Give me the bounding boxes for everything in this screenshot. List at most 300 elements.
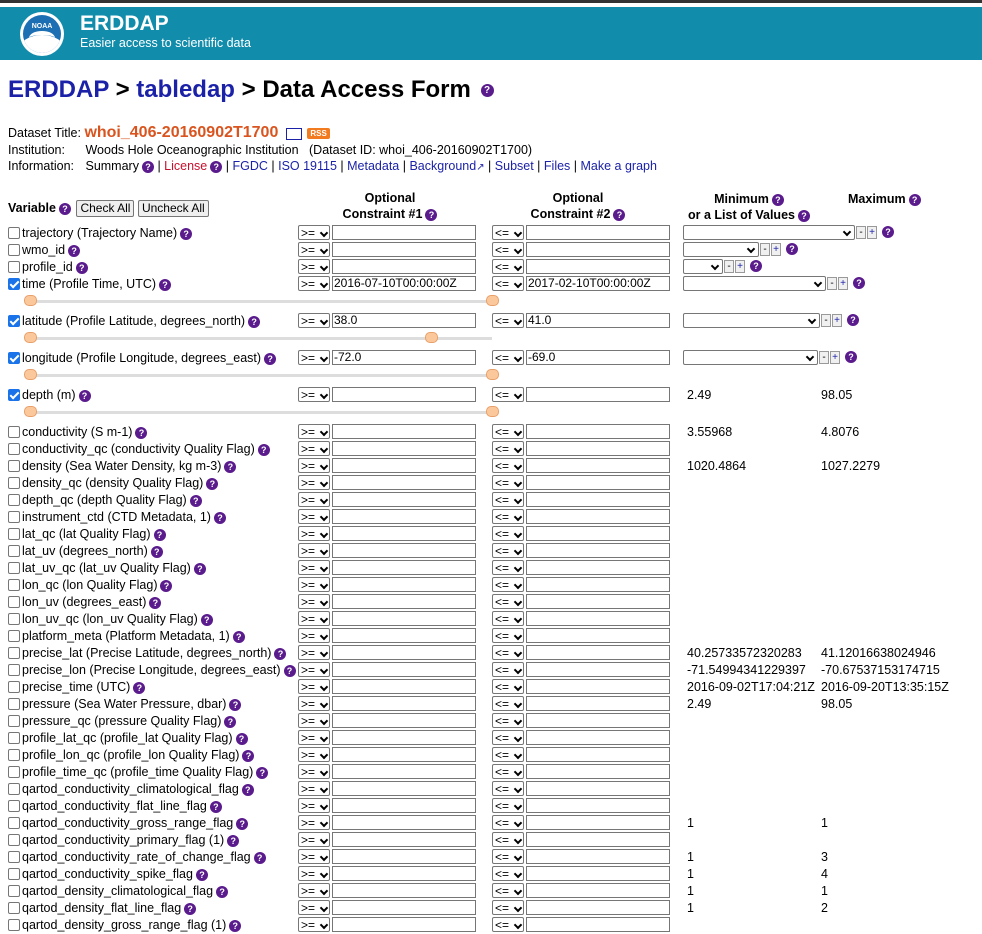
variable-row bbox=[0, 628, 982, 645]
constraint2-input[interactable] bbox=[526, 900, 670, 915]
variable-checkbox[interactable] bbox=[8, 460, 20, 472]
variable-checkbox[interactable] bbox=[8, 244, 20, 256]
iso-19115-link[interactable]: ISO 19115 bbox=[278, 159, 337, 173]
help-icon[interactable]: ? bbox=[59, 203, 71, 215]
constraint2-input[interactable] bbox=[526, 866, 670, 881]
variable-checkbox[interactable] bbox=[8, 630, 20, 642]
help-icon[interactable]: ? bbox=[248, 316, 260, 328]
slider-handle-left[interactable] bbox=[24, 369, 37, 380]
constraint1-input[interactable] bbox=[332, 747, 476, 762]
constraint2-operator-select[interactable] bbox=[492, 225, 524, 240]
help-icon[interactable]: ? bbox=[242, 784, 254, 796]
constraint1-operator-select[interactable] bbox=[298, 917, 330, 932]
constraint2-input[interactable] bbox=[526, 764, 670, 779]
constraint1-input[interactable] bbox=[332, 259, 476, 274]
variable-checkbox[interactable] bbox=[8, 851, 20, 863]
help-icon[interactable]: ? bbox=[160, 580, 172, 592]
constraint2-operator-select[interactable] bbox=[492, 492, 524, 507]
breadcrumb-erddap[interactable]: ERDDAP bbox=[8, 76, 109, 103]
help-icon[interactable]: ? bbox=[750, 260, 762, 272]
help-icon[interactable]: ? bbox=[786, 243, 798, 255]
values-list-select[interactable] bbox=[683, 313, 820, 328]
constraint2-header bbox=[518, 191, 638, 221]
constraint1-input[interactable] bbox=[332, 492, 476, 507]
constraint1-input[interactable] bbox=[332, 611, 476, 626]
variable-row bbox=[0, 441, 982, 458]
constraint1-operator-select[interactable] bbox=[298, 475, 330, 490]
variable-checkbox[interactable] bbox=[8, 732, 20, 744]
chevron-down-icon bbox=[320, 853, 328, 861]
constraint1-operator-select[interactable] bbox=[298, 679, 330, 694]
background-link[interactable]: Background bbox=[409, 159, 477, 173]
variable-name bbox=[22, 578, 172, 592]
variable-name bbox=[22, 816, 248, 830]
help-icon[interactable]: ? bbox=[772, 194, 784, 206]
plus-button[interactable]: + bbox=[830, 351, 840, 364]
variable-checkbox[interactable] bbox=[8, 749, 20, 761]
constraint2-input[interactable] bbox=[526, 679, 670, 694]
constraint2-input[interactable]: 2017-02-10T00:00:00Z bbox=[526, 276, 670, 291]
minus-button[interactable]: - bbox=[760, 243, 770, 256]
constraint1-operator-select[interactable] bbox=[298, 645, 330, 660]
help-icon[interactable]: ? bbox=[233, 631, 245, 643]
constraint2-input[interactable] bbox=[526, 492, 670, 507]
constraint2-input[interactable] bbox=[526, 424, 670, 439]
minus-button[interactable]: - bbox=[724, 260, 734, 273]
values-list-select[interactable] bbox=[683, 276, 826, 291]
constraint2-operator-select[interactable] bbox=[492, 781, 524, 796]
constraint1-input[interactable] bbox=[332, 424, 476, 439]
constraint2-input[interactable]: 41.0 bbox=[526, 313, 670, 328]
help-icon[interactable]: ? bbox=[154, 529, 166, 541]
constraint2-operator-select[interactable] bbox=[492, 832, 524, 847]
operator-value: >= bbox=[301, 544, 316, 558]
constraint1-input[interactable] bbox=[332, 387, 476, 402]
minus-button[interactable]: - bbox=[821, 314, 831, 327]
plus-button[interactable]: + bbox=[838, 277, 848, 290]
help-icon[interactable]: ? bbox=[201, 614, 213, 626]
constraint1-input[interactable] bbox=[332, 594, 476, 609]
chevron-down-icon bbox=[806, 353, 814, 361]
variable-checkbox[interactable] bbox=[8, 511, 20, 523]
help-icon[interactable]: ? bbox=[613, 209, 625, 221]
help-icon[interactable]: ? bbox=[909, 194, 921, 206]
values-list-select[interactable] bbox=[683, 225, 855, 240]
uncheck-all-button[interactable]: Uncheck All bbox=[138, 200, 209, 217]
values-list-select[interactable] bbox=[683, 259, 723, 274]
chevron-down-icon bbox=[320, 530, 328, 538]
constraint2-input[interactable] bbox=[526, 917, 670, 932]
subset-link[interactable]: Subset bbox=[494, 159, 534, 173]
help-icon[interactable]: ? bbox=[274, 648, 286, 660]
constraint1-operator-select[interactable] bbox=[298, 276, 330, 291]
constraint1-input[interactable] bbox=[332, 730, 476, 745]
constraint1-operator-select[interactable] bbox=[298, 747, 330, 762]
variable-checkbox[interactable] bbox=[8, 698, 20, 710]
constraint2-operator-select[interactable] bbox=[492, 594, 524, 609]
constraint1-input[interactable] bbox=[332, 866, 476, 881]
constraint2-input[interactable] bbox=[526, 526, 670, 541]
constraint2-operator-select[interactable] bbox=[492, 387, 524, 402]
variable-checkbox[interactable] bbox=[8, 681, 20, 693]
variable-checkbox[interactable] bbox=[8, 315, 20, 327]
constraint1-input[interactable] bbox=[332, 917, 476, 932]
constraint2-operator-select[interactable] bbox=[492, 441, 524, 456]
variable-checkbox[interactable] bbox=[8, 919, 20, 931]
help-icon[interactable]: ? bbox=[133, 682, 145, 694]
constraint2-input[interactable] bbox=[526, 441, 670, 456]
constraint1-input[interactable] bbox=[332, 832, 476, 847]
constraint2-input[interactable] bbox=[526, 662, 670, 677]
constraint2-input[interactable] bbox=[526, 577, 670, 592]
constraint1-operator-select[interactable] bbox=[298, 242, 330, 257]
constraint1-input[interactable] bbox=[332, 526, 476, 541]
help-icon[interactable]: ? bbox=[79, 390, 91, 402]
constraint2-operator-select[interactable] bbox=[492, 883, 524, 898]
minus-button[interactable]: - bbox=[819, 351, 829, 364]
constraint2-operator-select[interactable] bbox=[492, 259, 524, 274]
help-icon[interactable]: ? bbox=[68, 245, 80, 257]
help-icon[interactable]: ? bbox=[224, 461, 236, 473]
constraint1-input[interactable]: 38.0 bbox=[332, 313, 476, 328]
constraint1-input[interactable] bbox=[332, 577, 476, 592]
variable-checkbox[interactable] bbox=[8, 545, 20, 557]
constraint1-operator-select[interactable] bbox=[298, 225, 330, 240]
constraint2-operator-select[interactable] bbox=[492, 900, 524, 915]
constraint2-operator-select[interactable] bbox=[492, 628, 524, 643]
constraint2-input[interactable] bbox=[526, 781, 670, 796]
constraint2-operator-select[interactable] bbox=[492, 242, 524, 257]
constraint1-input[interactable] bbox=[332, 242, 476, 257]
constraint2-input[interactable] bbox=[526, 798, 670, 813]
range-slider[interactable] bbox=[26, 337, 492, 340]
constraint1-input[interactable] bbox=[332, 781, 476, 796]
constraint1-operator-select[interactable] bbox=[298, 730, 330, 745]
constraint1-operator-select[interactable] bbox=[298, 628, 330, 643]
constraint1-input[interactable]: 2016-07-10T00:00:00Z bbox=[332, 276, 476, 291]
make-a-graph-link[interactable]: Make a graph bbox=[580, 159, 657, 173]
variable-checkbox[interactable] bbox=[8, 834, 20, 846]
variable-checkbox[interactable] bbox=[8, 528, 20, 540]
constraint1-input[interactable] bbox=[332, 645, 476, 660]
constraint1-operator-select[interactable] bbox=[298, 662, 330, 677]
constraint2-operator-select[interactable] bbox=[492, 475, 524, 490]
slider-handle-right[interactable] bbox=[425, 332, 438, 343]
values-list-select[interactable] bbox=[683, 242, 759, 257]
constraint1-operator-select[interactable] bbox=[298, 424, 330, 439]
variable-checkbox[interactable] bbox=[8, 885, 20, 897]
help-icon[interactable]: ? bbox=[216, 886, 228, 898]
plus-button[interactable]: + bbox=[867, 226, 877, 239]
help-icon[interactable]: ? bbox=[227, 835, 239, 847]
help-icon[interactable]: ? bbox=[425, 209, 437, 221]
constraint2-input[interactable] bbox=[526, 832, 670, 847]
help-icon[interactable]: ? bbox=[845, 351, 857, 363]
chevron-down-icon bbox=[514, 229, 522, 237]
constraint1-input[interactable] bbox=[332, 628, 476, 643]
help-icon[interactable]: ? bbox=[254, 852, 266, 864]
constraint2-operator-select[interactable] bbox=[492, 424, 524, 439]
help-icon[interactable]: ? bbox=[194, 563, 206, 575]
constraint2-operator-select[interactable] bbox=[492, 313, 524, 328]
constraint2-operator-select[interactable] bbox=[492, 611, 524, 626]
constraint1-input[interactable] bbox=[332, 815, 476, 830]
constraint1-operator-select[interactable] bbox=[298, 509, 330, 524]
constraint2-operator-select[interactable] bbox=[492, 276, 524, 291]
slider-handle-left[interactable] bbox=[24, 332, 37, 343]
slider-handle-left[interactable] bbox=[24, 295, 37, 306]
constraint1-operator-select[interactable] bbox=[298, 611, 330, 626]
constraint2-input[interactable] bbox=[526, 560, 670, 575]
noaa-logo-icon[interactable] bbox=[20, 12, 64, 56]
check-all-button[interactable]: Check All bbox=[76, 200, 134, 217]
constraint2-operator-select[interactable] bbox=[492, 866, 524, 881]
constraint1-operator-select[interactable] bbox=[298, 713, 330, 728]
constraint1-input[interactable] bbox=[332, 849, 476, 864]
constraint2-input[interactable] bbox=[526, 225, 670, 240]
plus-button[interactable]: + bbox=[735, 260, 745, 273]
variable-checkbox[interactable] bbox=[8, 868, 20, 880]
chevron-down-icon bbox=[320, 246, 328, 254]
constraint1-input[interactable] bbox=[332, 441, 476, 456]
constraint1-operator-select[interactable] bbox=[298, 764, 330, 779]
variable-checkbox[interactable] bbox=[8, 800, 20, 812]
variable-checkbox[interactable] bbox=[8, 494, 20, 506]
constraint2-operator-select[interactable] bbox=[492, 350, 524, 365]
variable-checkbox[interactable] bbox=[8, 443, 20, 455]
constraint1-input[interactable] bbox=[332, 509, 476, 524]
help-icon[interactable]: ? bbox=[149, 597, 161, 609]
help-icon[interactable]: ? bbox=[142, 161, 154, 173]
constraint1-input[interactable] bbox=[332, 679, 476, 694]
operator-value: <= bbox=[495, 260, 510, 274]
help-icon[interactable]: ? bbox=[206, 478, 218, 490]
help-icon[interactable]: ? bbox=[236, 733, 248, 745]
constraint2-operator-select[interactable] bbox=[492, 849, 524, 864]
constraint2-operator-select[interactable] bbox=[492, 815, 524, 830]
help-icon[interactable]: ? bbox=[256, 767, 268, 779]
help-icon[interactable]: ? bbox=[853, 277, 865, 289]
help-icon[interactable]: ? bbox=[798, 210, 810, 222]
help-icon[interactable]: ? bbox=[242, 750, 254, 762]
variable-checkbox[interactable] bbox=[8, 715, 20, 727]
constraint1-operator-select[interactable] bbox=[298, 594, 330, 609]
help-icon[interactable]: ? bbox=[214, 512, 226, 524]
constraint2-input[interactable] bbox=[526, 645, 670, 660]
variable-checkbox[interactable] bbox=[8, 352, 20, 364]
help-icon[interactable]: ? bbox=[180, 228, 192, 240]
constraint1-input[interactable] bbox=[332, 543, 476, 558]
summary-link[interactable]: Summary bbox=[85, 159, 139, 173]
rss-icon[interactable]: RSS bbox=[307, 128, 329, 139]
site-title[interactable]: ERDDAP bbox=[80, 12, 169, 35]
constraint1-input[interactable] bbox=[332, 713, 476, 728]
constraint1-operator-select[interactable] bbox=[298, 526, 330, 541]
help-icon[interactable]: ? bbox=[184, 903, 196, 915]
constraint2-input[interactable] bbox=[526, 611, 670, 626]
constraint2-input[interactable] bbox=[526, 543, 670, 558]
help-icon[interactable]: ? bbox=[229, 699, 241, 711]
constraint2-operator-select[interactable] bbox=[492, 577, 524, 592]
help-icon[interactable]: ? bbox=[284, 665, 296, 677]
constraint2-input[interactable] bbox=[526, 628, 670, 643]
constraint1-operator-select[interactable] bbox=[298, 798, 330, 813]
help-icon[interactable]: ? bbox=[847, 314, 859, 326]
constraint1-input[interactable] bbox=[332, 458, 476, 473]
help-icon[interactable]: ? bbox=[196, 869, 208, 881]
constraint2-operator-select[interactable] bbox=[492, 679, 524, 694]
constraint1-operator-select[interactable] bbox=[298, 696, 330, 711]
constraint2-operator-select[interactable] bbox=[492, 764, 524, 779]
variable-checkbox[interactable] bbox=[8, 664, 20, 676]
constraint2-input[interactable] bbox=[526, 713, 670, 728]
fgdc-link[interactable]: FGDC bbox=[232, 159, 268, 173]
constraint2-input[interactable] bbox=[526, 849, 670, 864]
email-icon[interactable] bbox=[286, 128, 302, 140]
constraint1-operator-select[interactable] bbox=[298, 866, 330, 881]
constraint1-input[interactable] bbox=[332, 225, 476, 240]
constraint1-operator-select[interactable] bbox=[298, 492, 330, 507]
help-icon[interactable]: ? bbox=[229, 920, 241, 932]
constraint2-input[interactable] bbox=[526, 509, 670, 524]
constraint2-input[interactable]: -69.0 bbox=[526, 350, 670, 365]
constraint1-operator-select[interactable] bbox=[298, 259, 330, 274]
variable-checkbox[interactable] bbox=[8, 596, 20, 608]
constraint2-input[interactable] bbox=[526, 747, 670, 762]
plus-button[interactable]: + bbox=[771, 243, 781, 256]
help-icon[interactable]: ? bbox=[159, 279, 171, 291]
slider-handle-right[interactable] bbox=[486, 406, 499, 417]
constraint2-operator-select[interactable] bbox=[492, 458, 524, 473]
metadata-link[interactable]: Metadata bbox=[347, 159, 400, 173]
constraint1-operator-select[interactable] bbox=[298, 815, 330, 830]
constraint1-operator-select[interactable] bbox=[298, 849, 330, 864]
minus-button[interactable]: - bbox=[856, 226, 866, 239]
constraint1-operator-select[interactable] bbox=[298, 900, 330, 915]
variable-checkbox[interactable] bbox=[8, 647, 20, 659]
constraint1-input[interactable] bbox=[332, 662, 476, 677]
variable-checkbox[interactable] bbox=[8, 902, 20, 914]
constraint1-operator-select[interactable] bbox=[298, 458, 330, 473]
constraint2-operator-select[interactable] bbox=[492, 747, 524, 762]
constraint1-input[interactable]: -72.0 bbox=[332, 350, 476, 365]
help-icon[interactable]: ? bbox=[135, 427, 147, 439]
constraint1-input[interactable] bbox=[332, 900, 476, 915]
constraint2-input[interactable] bbox=[526, 594, 670, 609]
constraint2-operator-select[interactable] bbox=[492, 526, 524, 541]
constraint1-input[interactable] bbox=[332, 696, 476, 711]
constraint1-operator-select[interactable] bbox=[298, 832, 330, 847]
constraint1-operator-select[interactable] bbox=[298, 883, 330, 898]
constraint2-operator-select[interactable] bbox=[492, 730, 524, 745]
constraint2-operator-select[interactable] bbox=[492, 662, 524, 677]
constraint2-operator-select[interactable] bbox=[492, 509, 524, 524]
slider-handle-left[interactable] bbox=[24, 406, 37, 417]
values-list-select[interactable] bbox=[683, 350, 818, 365]
constraint1-operator-select[interactable] bbox=[298, 313, 330, 328]
constraint2-input[interactable] bbox=[526, 815, 670, 830]
constraint1-operator-select[interactable] bbox=[298, 781, 330, 796]
constraint1-input[interactable] bbox=[332, 883, 476, 898]
variable-checkbox[interactable] bbox=[8, 389, 20, 401]
help-icon[interactable]: ? bbox=[224, 716, 236, 728]
help-icon[interactable]: ? bbox=[210, 161, 222, 173]
constraint2-input[interactable] bbox=[526, 259, 670, 274]
constraint2-operator-select[interactable] bbox=[492, 645, 524, 660]
breadcrumb-tabledap[interactable]: tabledap bbox=[136, 76, 235, 103]
constraint2-input[interactable] bbox=[526, 475, 670, 490]
help-icon[interactable]: ? bbox=[882, 226, 894, 238]
constraint2-operator-select[interactable] bbox=[492, 713, 524, 728]
chevron-down-icon bbox=[711, 262, 719, 270]
help-icon[interactable]: ? bbox=[151, 546, 163, 558]
constraint2-input[interactable] bbox=[526, 242, 670, 257]
minus-button[interactable]: - bbox=[827, 277, 837, 290]
help-icon[interactable]: ? bbox=[76, 262, 88, 274]
plus-button[interactable]: + bbox=[832, 314, 842, 327]
slider-handle-right[interactable] bbox=[486, 369, 499, 380]
variable-checkbox[interactable] bbox=[8, 227, 20, 239]
constraint1-operator-select[interactable] bbox=[298, 441, 330, 456]
help-icon[interactable]: ? bbox=[264, 353, 276, 365]
range-slider[interactable] bbox=[26, 411, 492, 414]
constraint1-operator-select[interactable] bbox=[298, 350, 330, 365]
help-icon[interactable]: ? bbox=[236, 818, 248, 830]
constraint2-input[interactable] bbox=[526, 458, 670, 473]
variable-checkbox[interactable] bbox=[8, 817, 20, 829]
constraint1-input[interactable] bbox=[332, 764, 476, 779]
variable-row bbox=[0, 594, 982, 611]
variable-checkbox[interactable] bbox=[8, 562, 20, 574]
range-slider[interactable] bbox=[26, 374, 492, 377]
constraint2-input[interactable] bbox=[526, 883, 670, 898]
constraint1-operator-select[interactable] bbox=[298, 387, 330, 402]
help-icon[interactable]: ? bbox=[210, 801, 222, 813]
help-icon[interactable]: ? bbox=[481, 84, 494, 97]
variable-checkbox[interactable] bbox=[8, 278, 20, 290]
constraint2-input[interactable] bbox=[526, 730, 670, 745]
constraint1-input[interactable] bbox=[332, 475, 476, 490]
license-link[interactable]: License bbox=[164, 159, 208, 173]
chevron-down-icon bbox=[514, 598, 522, 606]
variable-checkbox[interactable] bbox=[8, 783, 20, 795]
variable-checkbox[interactable] bbox=[8, 579, 20, 591]
variable-checkbox[interactable] bbox=[8, 426, 20, 438]
variable-checkbox[interactable] bbox=[8, 261, 20, 273]
information-line: Information: Summary ? | License ? | FGDC | ISO 19115 | Metadata | Background↗ | Subset | Files | Make a graph bbox=[8, 159, 657, 173]
constraint2-input[interactable] bbox=[526, 696, 670, 711]
constraint1-input[interactable] bbox=[332, 560, 476, 575]
constraint2-operator-select[interactable] bbox=[492, 543, 524, 558]
variable-checkbox[interactable] bbox=[8, 477, 20, 489]
slider-handle-right[interactable] bbox=[486, 295, 499, 306]
constraint2-operator-select[interactable] bbox=[492, 798, 524, 813]
constraint1-operator-select[interactable] bbox=[298, 560, 330, 575]
help-icon[interactable]: ? bbox=[190, 495, 202, 507]
range-slider[interactable] bbox=[26, 300, 492, 303]
variable-checkbox[interactable] bbox=[8, 613, 20, 625]
constraint2-operator-select[interactable] bbox=[492, 917, 524, 932]
constraint1-input[interactable] bbox=[332, 798, 476, 813]
constraint1-operator-select[interactable] bbox=[298, 543, 330, 558]
variable-checkbox[interactable] bbox=[8, 766, 20, 778]
files-link[interactable]: Files bbox=[543, 159, 571, 173]
constraint1-operator-select[interactable] bbox=[298, 577, 330, 592]
constraint2-input[interactable] bbox=[526, 387, 670, 402]
constraint2-operator-select[interactable] bbox=[492, 560, 524, 575]
constraint2-operator-select[interactable] bbox=[492, 696, 524, 711]
help-icon[interactable]: ? bbox=[258, 444, 270, 456]
